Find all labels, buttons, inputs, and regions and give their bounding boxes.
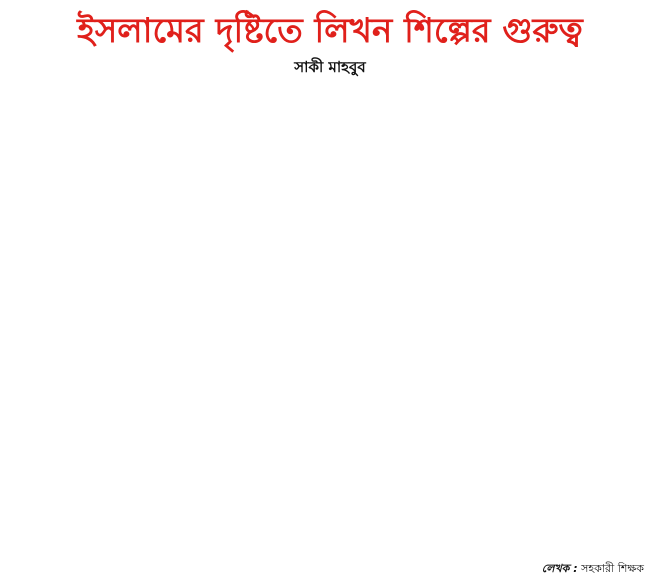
author-credit-value: সহকারী শিক্ষক xyxy=(581,562,644,575)
headline: ইসলামের দৃষ্টিতে লিখন শিল্পের গুরুত্ব xyxy=(77,11,583,51)
article-body xyxy=(10,86,650,558)
left-column xyxy=(10,86,322,558)
author-credit-label: লেখক : xyxy=(541,562,578,575)
author-byline: সাকী মাহবুব xyxy=(294,58,366,76)
right-column xyxy=(338,86,650,558)
author-credit xyxy=(542,561,644,577)
